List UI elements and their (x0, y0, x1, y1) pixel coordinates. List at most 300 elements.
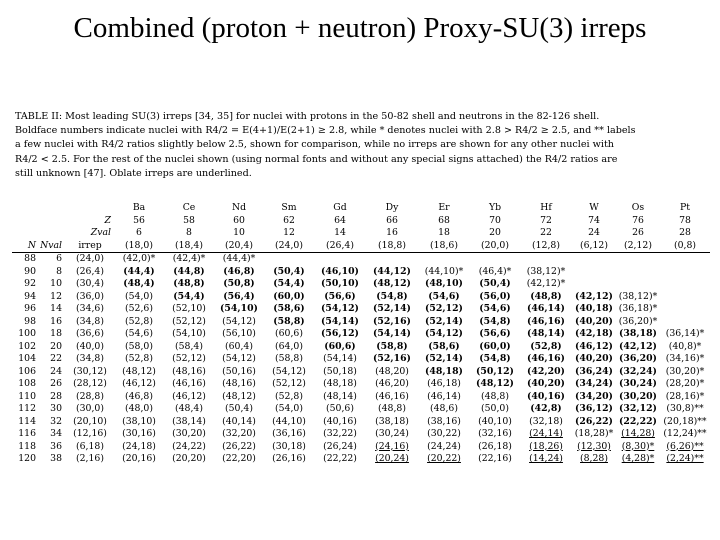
neutron-valence-cell: 34 (50, 428, 62, 439)
z-row-cell: 72 (540, 214, 552, 226)
empty-cell (12, 202, 40, 215)
combined-irrep-cell: (54,12) (222, 353, 256, 364)
combined-irrep-cell: (48,8) (530, 290, 562, 302)
combined-irrep-cell: (54,12) (222, 315, 256, 327)
combined-irrep-cell: (38,18) (375, 415, 409, 427)
combined-irrep-cell: (30,20) (172, 428, 206, 439)
combined-irrep-cell: (22,22) (619, 415, 657, 427)
table-row (12, 341, 710, 354)
neutron-valence-cell: 28 (50, 390, 62, 402)
combined-irrep-cell: (58,8) (273, 315, 305, 327)
combined-irrep-cell: (52,8) (125, 315, 153, 327)
proton-irrep-cell: (0,8) (660, 240, 710, 253)
combined-irrep-cell: (40,16) (323, 415, 357, 427)
table-row (12, 328, 710, 341)
neutron-number-cell: 118 (18, 440, 36, 452)
element-row-cell: Dy (385, 202, 399, 213)
combined-irrep-cell: (54,8) (479, 315, 511, 327)
table-body (12, 253, 710, 466)
table-row (12, 266, 710, 279)
combined-irrep-cell: (20,22) (427, 453, 461, 464)
combined-irrep-cell: (30,22) (427, 428, 461, 439)
neutron-number-cell: 106 (18, 365, 36, 377)
combined-irrep-cell: (4,28)* (621, 453, 655, 464)
caption-line: Boldface numbers indicate nuclei with R4/2 = E(4+1)/E(2+1) ≥ 2.8, while * denotes nuclei with 2.8 > R4/2 ≥ 2.5, and ** labels (15, 125, 636, 137)
combined-irrep-cell: (44,4)* (222, 253, 256, 264)
zval-row-cell: 12 (283, 227, 295, 238)
caption-line: R4/2 < 2.5. For the rest of the nuclei shown (using normal fonts and without any special signs attached) the R4/2 ratios are (15, 153, 618, 165)
proton-irrep-cell: (6,12) (572, 240, 616, 253)
combined-irrep-cell: (40,14) (222, 415, 256, 427)
combined-irrep-cell: (40,20) (575, 353, 613, 364)
irrep-header: irrep (66, 240, 114, 253)
neutron-irrep-cell: (28,12) (73, 378, 107, 389)
combined-irrep-cell: (52,14) (373, 303, 411, 314)
combined-irrep-cell: (50,10) (321, 278, 359, 289)
element-row-cell: Ba (132, 202, 146, 213)
combined-irrep-cell: (54,4) (273, 278, 305, 289)
combined-irrep-cell (314, 253, 366, 266)
combined-irrep-cell: (54,14) (373, 328, 411, 339)
table-row (12, 416, 710, 429)
neutron-valence-cell: 12 (50, 290, 62, 302)
combined-irrep-cell: (54,0) (125, 290, 153, 302)
combined-irrep-cell: (54,14) (321, 315, 359, 327)
combined-irrep-cell: (38,14) (172, 415, 206, 427)
combined-irrep-cell: (50,0) (481, 403, 509, 414)
combined-irrep-cell: (20,24) (375, 453, 409, 464)
combined-irrep-cell: (8,28) (580, 453, 608, 464)
combined-irrep-cell: (54,6) (479, 303, 511, 314)
combined-irrep-cell: (30,20)* (665, 365, 705, 377)
neutron-number-cell: 112 (18, 403, 36, 414)
neutron-valence-cell: 30 (50, 403, 62, 414)
combined-irrep-cell: (30,24) (619, 378, 657, 389)
combined-irrep-cell: (46,16) (375, 390, 409, 402)
combined-irrep-cell: (48,12) (373, 278, 411, 289)
combined-irrep-cell: (14,28) (621, 428, 655, 439)
empty-cell (40, 227, 66, 240)
combined-irrep-cell: (46,16) (527, 353, 565, 364)
combined-irrep-cell: (54,10) (172, 328, 206, 339)
neutron-number-cell: 120 (18, 453, 36, 464)
combined-irrep-cell: (18,26) (529, 440, 563, 452)
combined-irrep-cell: (48,0) (125, 403, 153, 414)
combined-irrep-cell: (52,8) (125, 353, 153, 364)
combined-irrep-cell (572, 266, 616, 279)
combined-irrep-cell: (48,14) (323, 390, 357, 402)
empty-cell (12, 227, 40, 240)
combined-irrep-cell: (24,24) (427, 440, 461, 452)
combined-irrep-cell (616, 278, 660, 291)
combined-irrep-cell: (32,12) (619, 403, 657, 414)
proton-irrep-cell: (20,4) (214, 240, 264, 253)
proton-irrep-cell: (18,4) (164, 240, 214, 253)
neutron-number-cell: 108 (18, 378, 36, 389)
table-row (12, 428, 710, 441)
table-row (12, 253, 710, 266)
combined-irrep-cell: (46,8) (125, 390, 153, 402)
neutron-valence-cell: 10 (50, 278, 62, 289)
combined-irrep-cell: (32,20) (222, 428, 256, 439)
neutron-valence-cell: 20 (50, 340, 62, 352)
combined-irrep-cell: (28,16)* (665, 390, 705, 402)
n-header: N (12, 240, 40, 253)
z-row-cell: 76 (632, 214, 644, 226)
combined-irrep-cell: (48,16) (172, 365, 206, 377)
combined-irrep-cell: (60,0) (273, 290, 305, 302)
neutron-number-cell: 92 (24, 278, 36, 289)
caption-line: TABLE II: Most leading SU(3) irreps [34, 35] for nuclei with protons in the 50-82 shell and neutrons in the 82-126 shell. (15, 111, 600, 122)
z-row (12, 215, 710, 228)
combined-irrep-cell: (58,4) (175, 340, 203, 352)
combined-irrep-cell: (46,12) (172, 390, 206, 402)
neutron-irrep-cell: (34,8) (76, 315, 104, 327)
table-row (12, 391, 710, 404)
proton-irrep-row (12, 240, 710, 253)
combined-irrep-cell: (52,16) (373, 353, 411, 364)
combined-irrep-cell: (24,14) (529, 428, 563, 439)
neutron-irrep-cell: (36,6) (76, 328, 104, 339)
neutron-valence-cell: 8 (56, 265, 62, 277)
combined-irrep-cell: (48,4) (123, 278, 155, 289)
header-label: Zval (90, 227, 111, 238)
element-row-cell: Gd (333, 202, 347, 213)
combined-irrep-cell (660, 278, 710, 291)
combined-irrep-cell: (54,8) (376, 290, 408, 302)
combined-irrep-cell (418, 253, 470, 266)
z-row-cell: 60 (233, 214, 245, 226)
proton-irrep-cell: (18,8) (366, 240, 418, 253)
combined-irrep-cell: (58,8) (376, 340, 408, 352)
combined-irrep-cell: (30,20) (619, 390, 657, 402)
combined-irrep-cell: (46,4)* (478, 265, 512, 277)
combined-irrep-cell: (50,4) (225, 403, 253, 414)
neutron-valence-cell: 38 (50, 453, 62, 464)
neutron-irrep-cell: (24,0) (76, 253, 104, 264)
combined-irrep-cell (572, 253, 616, 266)
combined-irrep-cell: (40,20) (527, 378, 565, 389)
empty-cell (40, 202, 66, 215)
neutron-irrep-cell: (34,8) (76, 353, 104, 364)
zval-row-cell: 20 (489, 227, 501, 238)
neutron-irrep-cell: (28,8) (76, 390, 104, 402)
combined-irrep-cell: (60,4) (225, 340, 253, 352)
combined-irrep-cell: (48,10) (425, 278, 463, 289)
combined-irrep-cell: (26,24) (323, 440, 357, 452)
table-row (12, 378, 710, 391)
combined-irrep-cell: (64,0) (275, 340, 303, 352)
combined-irrep-cell (660, 316, 710, 329)
table-row (12, 453, 710, 466)
neutron-valence-cell: 14 (50, 303, 62, 314)
combined-irrep-cell (660, 253, 710, 266)
combined-irrep-cell: (48,20) (375, 365, 409, 377)
combined-irrep-cell: (54,12) (321, 303, 359, 314)
neutron-irrep-cell: (2,16) (76, 453, 104, 464)
element-row-cell: Sm (281, 202, 297, 213)
neutron-valence-cell: 26 (50, 378, 62, 389)
combined-irrep-cell: (60,6) (324, 340, 356, 352)
neutron-irrep-cell: (30,12) (73, 365, 107, 377)
proton-irrep-cell: (18,6) (418, 240, 470, 253)
combined-irrep-cell: (52,6) (125, 303, 153, 314)
element-row-cell: W (589, 202, 599, 213)
combined-irrep-cell: (44,12) (373, 265, 411, 277)
combined-irrep-cell: (48,6) (430, 403, 458, 414)
combined-irrep-cell: (40,10) (478, 415, 512, 427)
combined-irrep-cell (470, 253, 520, 266)
combined-irrep-cell: (22,22) (323, 453, 357, 464)
combined-irrep-cell: (50,16) (222, 365, 256, 377)
combined-irrep-cell: (60,0) (479, 340, 511, 352)
neutron-number-cell: 114 (18, 415, 36, 427)
combined-irrep-cell (660, 303, 710, 316)
table-row (12, 366, 710, 379)
element-row (12, 202, 710, 215)
combined-irrep-cell: (42,4)* (172, 253, 206, 264)
combined-irrep-cell: (52,12) (425, 303, 463, 314)
combined-irrep-cell: (46,20) (375, 378, 409, 389)
table-row (12, 291, 710, 304)
irreps-table (12, 202, 710, 466)
combined-irrep-cell: (48,14) (527, 328, 565, 339)
combined-irrep-cell: (42,18) (575, 328, 613, 339)
combined-irrep-cell: (28,20)* (665, 378, 705, 389)
combined-irrep-cell: (44,4) (123, 265, 155, 277)
combined-irrep-cell: (38,12)* (526, 265, 566, 277)
combined-irrep-cell: (36,20)* (618, 315, 658, 327)
combined-irrep-cell: (50,4) (479, 278, 511, 289)
combined-irrep-cell: (42,12)* (526, 278, 566, 289)
combined-irrep-cell: (24,18) (122, 440, 156, 452)
z-row-cell: 58 (183, 214, 195, 226)
zval-row-cell: 16 (386, 227, 398, 238)
combined-irrep-cell: (42,0)* (122, 253, 156, 264)
combined-irrep-cell: (20,18)** (663, 415, 707, 427)
combined-irrep-cell: (38,18) (619, 328, 657, 339)
combined-irrep-cell: (44,10)* (424, 265, 464, 277)
combined-irrep-cell: (52,12) (272, 378, 306, 389)
combined-irrep-cell: (32,18) (529, 415, 563, 427)
combined-irrep-cell (616, 253, 660, 266)
element-row-cell: Pt (680, 202, 690, 213)
combined-irrep-cell: (52,12) (172, 315, 206, 327)
z-row-cell: 68 (438, 214, 450, 226)
combined-irrep-cell: (46,14) (427, 390, 461, 402)
table-row (12, 316, 710, 329)
combined-irrep-cell (520, 253, 572, 266)
neutron-irrep-cell: (30,0) (76, 403, 104, 414)
combined-irrep-cell: (32,16) (478, 428, 512, 439)
combined-irrep-cell: (48,4) (175, 403, 203, 414)
combined-irrep-cell: (36,16) (272, 428, 306, 439)
combined-irrep-cell: (40,18) (575, 303, 613, 314)
table-row (12, 278, 710, 291)
table-row (12, 403, 710, 416)
proton-irrep-cell: (12,8) (520, 240, 572, 253)
neutron-number-cell: 100 (18, 328, 36, 339)
combined-irrep-cell: (46,18) (427, 378, 461, 389)
combined-irrep-cell: (56,10) (222, 328, 256, 339)
zval-row-cell: 6 (136, 227, 142, 238)
element-row-cell: Er (438, 202, 450, 213)
table-row (12, 303, 710, 316)
neutron-valence-cell: 22 (50, 353, 62, 364)
zval-row-cell: 10 (233, 227, 245, 238)
neutron-number-cell: 94 (24, 290, 36, 302)
element-row-cell: Os (631, 202, 645, 213)
nval-header: Nval (40, 240, 66, 253)
combined-irrep-cell: (46,16) (172, 378, 206, 389)
z-row-cell: 70 (489, 214, 501, 226)
combined-irrep-cell: (56,0) (479, 290, 511, 302)
combined-irrep-cell: (52,16) (373, 315, 411, 327)
neutron-number-cell: 90 (24, 265, 36, 277)
combined-irrep-cell (660, 291, 710, 304)
z-row-cell: 66 (386, 214, 398, 226)
combined-irrep-cell: (60,6) (275, 328, 303, 339)
z-row-cell: 78 (679, 214, 691, 226)
combined-irrep-cell: (32,24) (619, 365, 657, 377)
combined-irrep-cell: (12,30) (577, 440, 611, 452)
combined-irrep-cell: (44,10) (272, 415, 306, 427)
combined-irrep-cell: (50,8) (223, 278, 255, 289)
empty-cell (40, 215, 66, 228)
combined-irrep-cell: (48,8) (481, 390, 509, 402)
combined-irrep-cell: (42,12) (619, 340, 657, 352)
combined-irrep-cell: (42,8) (530, 403, 562, 414)
combined-irrep-cell: (34,24) (575, 378, 613, 389)
combined-irrep-cell: (36,20) (619, 353, 657, 364)
neutron-number-cell: 116 (18, 428, 36, 439)
combined-irrep-cell: (48,12) (476, 378, 514, 389)
combined-irrep-cell: (54,6) (125, 328, 153, 339)
z-row-cell: 74 (588, 214, 600, 226)
combined-irrep-cell (660, 266, 710, 279)
combined-irrep-cell: (34,20) (575, 390, 613, 402)
combined-irrep-cell: (30,24) (375, 428, 409, 439)
combined-irrep-cell: (54,12) (272, 365, 306, 377)
neutron-valence-cell: 6 (56, 253, 62, 264)
neutron-irrep-cell: (36,0) (76, 290, 104, 302)
proton-irrep-cell: (2,12) (616, 240, 660, 253)
neutron-irrep-cell: (30,4) (76, 278, 104, 289)
combined-irrep-cell: (8,30)* (621, 440, 655, 452)
combined-irrep-cell: (56,4) (223, 290, 255, 302)
slide-title: Combined (proton + neutron) Proxy-SU(3) irreps (73, 12, 647, 44)
table-row (12, 441, 710, 454)
zval-row-cell: 14 (334, 227, 346, 238)
zval-row-cell: 28 (679, 227, 691, 238)
combined-irrep-cell: (20,16) (122, 453, 156, 464)
combined-irrep-cell: (48,12) (222, 390, 256, 402)
combined-irrep-cell: (46,12) (122, 378, 156, 389)
combined-irrep-cell: (50,4) (273, 265, 305, 277)
neutron-number-cell: 104 (18, 353, 36, 364)
neutron-irrep-cell: (26,4) (76, 265, 104, 277)
combined-irrep-cell: (54,12) (425, 328, 463, 339)
combined-irrep-cell: (56,6) (324, 290, 356, 302)
combined-irrep-cell: (22,16) (478, 453, 512, 464)
combined-irrep-cell: (42,12) (575, 290, 613, 302)
combined-irrep-cell: (18,28)* (574, 428, 614, 439)
z-row-cell: 56 (133, 214, 145, 226)
combined-irrep-cell: (58,8) (275, 353, 303, 364)
combined-irrep-cell: (24,22) (172, 440, 206, 452)
neutron-number-cell: 98 (24, 315, 36, 327)
combined-irrep-cell: (46,8) (223, 265, 255, 277)
combined-irrep-cell: (56,6) (479, 328, 511, 339)
combined-irrep-cell: (6,26)** (666, 440, 704, 452)
table-header (12, 202, 710, 253)
zval-row-cell: 22 (540, 227, 552, 238)
combined-irrep-cell: (36,12) (575, 403, 613, 414)
combined-irrep-cell (616, 266, 660, 279)
table-row (12, 353, 710, 366)
combined-irrep-cell: (52,8) (530, 340, 562, 352)
combined-irrep-cell: (54,14) (323, 353, 357, 364)
combined-irrep-cell: (14,24) (529, 453, 563, 464)
combined-irrep-cell: (38,10) (122, 415, 156, 427)
combined-irrep-cell: (38,12)* (618, 290, 658, 302)
combined-irrep-cell: (24,16) (375, 440, 409, 452)
neutron-number-cell: 110 (18, 390, 36, 402)
combined-irrep-cell (264, 253, 314, 266)
neutron-number-cell: 96 (24, 303, 36, 314)
z-row-cell: 64 (334, 214, 346, 226)
combined-irrep-cell: (46,16) (527, 315, 565, 327)
combined-irrep-cell: (40,8)* (668, 340, 702, 352)
combined-irrep-cell: (26,18) (478, 440, 512, 452)
neutron-number-cell: 102 (18, 340, 36, 352)
neutron-valence-cell: 36 (50, 440, 62, 452)
zval-row-cell: 8 (186, 227, 192, 238)
element-row-cell: Nd (231, 202, 247, 213)
element-row-cell: Ce (182, 202, 196, 213)
combined-irrep-cell: (52,8) (275, 390, 303, 402)
combined-irrep-cell: (48,18) (323, 378, 357, 389)
combined-irrep-cell: (26,22) (575, 415, 613, 427)
combined-irrep-cell: (34,16)* (665, 353, 705, 364)
neutron-valence-cell: 18 (50, 328, 62, 339)
combined-irrep-cell: (32,22) (323, 428, 357, 439)
combined-irrep-cell: (52,10) (172, 303, 206, 314)
proton-irrep-cell: (20,0) (470, 240, 520, 253)
caption-line: a few nuclei with R4/2 ratios slightly below 2.5, shown for comparison, while no irreps are shown for any other nuclei with (15, 139, 614, 151)
combined-irrep-cell: (50,6) (326, 403, 354, 414)
combined-irrep-cell: (46,10) (321, 265, 359, 277)
combined-irrep-cell: (46,14) (527, 303, 565, 314)
combined-irrep-cell: (44,8) (173, 265, 205, 277)
caption-line: still unknown [47]. Oblate irreps are underlined. (15, 167, 252, 179)
combined-irrep-cell: (56,12) (321, 328, 359, 339)
combined-irrep-cell: (40,20) (575, 315, 613, 327)
proton-irrep-cell: (18,0) (114, 240, 164, 253)
header-label: Z (104, 214, 111, 226)
combined-irrep-cell (572, 278, 616, 291)
combined-irrep-cell: (2,24)** (666, 453, 704, 464)
combined-irrep-cell: (30,8)** (666, 403, 704, 414)
combined-irrep-cell: (54,6) (428, 290, 460, 302)
combined-irrep-cell: (48,18) (425, 365, 463, 377)
combined-irrep-cell: (48,16) (222, 378, 256, 389)
combined-irrep-cell: (20,20) (172, 453, 206, 464)
neutron-irrep-cell: (6,18) (76, 440, 104, 452)
combined-irrep-cell: (54,4) (173, 290, 205, 302)
combined-irrep-cell: (50,18) (323, 365, 357, 377)
z-row-cell: 62 (283, 214, 295, 226)
